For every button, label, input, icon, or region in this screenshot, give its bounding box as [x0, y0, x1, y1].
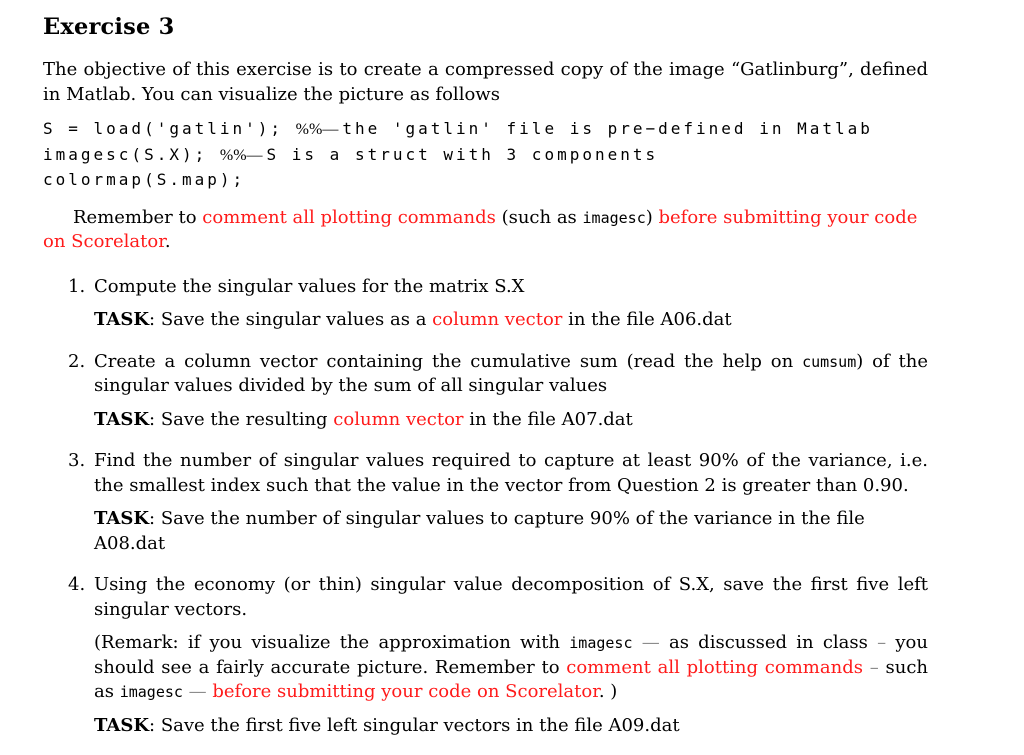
document-page	[43, 14, 928, 755]
list-item-2	[43, 350, 928, 433]
remember-note: Remember to comment all plotting commands (such as imagesc) before submitting your code on Scorelator.	[43, 206, 918, 252]
item-text: Create a column vector containing the cumulative sum (read the help on cumsum) of the singular values divided by the sum of all singular values	[94, 350, 928, 396]
code-line-2: imagesc(S.X); %%— S is a struct with 3 components	[43, 144, 659, 164]
list-item-4	[43, 573, 928, 738]
item-number: 1.	[68, 275, 86, 297]
item-text: Using the economy (or thin) singular value decomposition of S.X, save the first five left singular vectors.	[94, 574, 928, 620]
task-line: TASK: Save the number of singular values to capture 90% of the variance in the file A08.dat	[94, 508, 865, 554]
item-text: Compute the singular values for the matrix S.X	[94, 275, 525, 297]
item-number: 2.	[68, 350, 86, 372]
item-text: Find the number of singular values required to capture at least 90% of the variance, i.e. the smallest index such that the value in the vector from Question 2 is greater than 0.90.	[94, 450, 928, 496]
list-item-1	[43, 275, 928, 333]
list-item-3	[43, 449, 928, 556]
code-line-3: colormap(S.map);	[43, 170, 246, 189]
intro-paragraph: The objective of this exercise is to create a compressed copy of the image “Gatlinburg”, defined in Matlab. You can visualize the picture as follows	[43, 59, 928, 105]
task-line: TASK: Save the singular values as a column vector in the file A06.dat	[94, 309, 732, 330]
item-number: 4.	[68, 574, 86, 595]
matlab-code-block	[43, 117, 928, 193]
code-line-1: S = load('gatlin'); %%— the 'gatlin' file is pre−defined in Matlab	[43, 119, 873, 138]
item-number: 3.	[68, 450, 86, 471]
exercise-title: Exercise 3	[43, 14, 175, 40]
task-list	[43, 275, 928, 739]
task-line: TASK: Save the first five left singular vectors in the file A09.dat	[94, 714, 680, 736]
task-line: TASK: Save the resulting column vector in the file A07.dat	[94, 408, 633, 430]
remark-paragraph: (Remark: if you visualize the approximation with imagesc — as discussed in class – you should see a fairly accurate picture. Remember to comment all plotting commands – such as imagesc — before submitting your code on Scorelator. )	[94, 632, 928, 702]
